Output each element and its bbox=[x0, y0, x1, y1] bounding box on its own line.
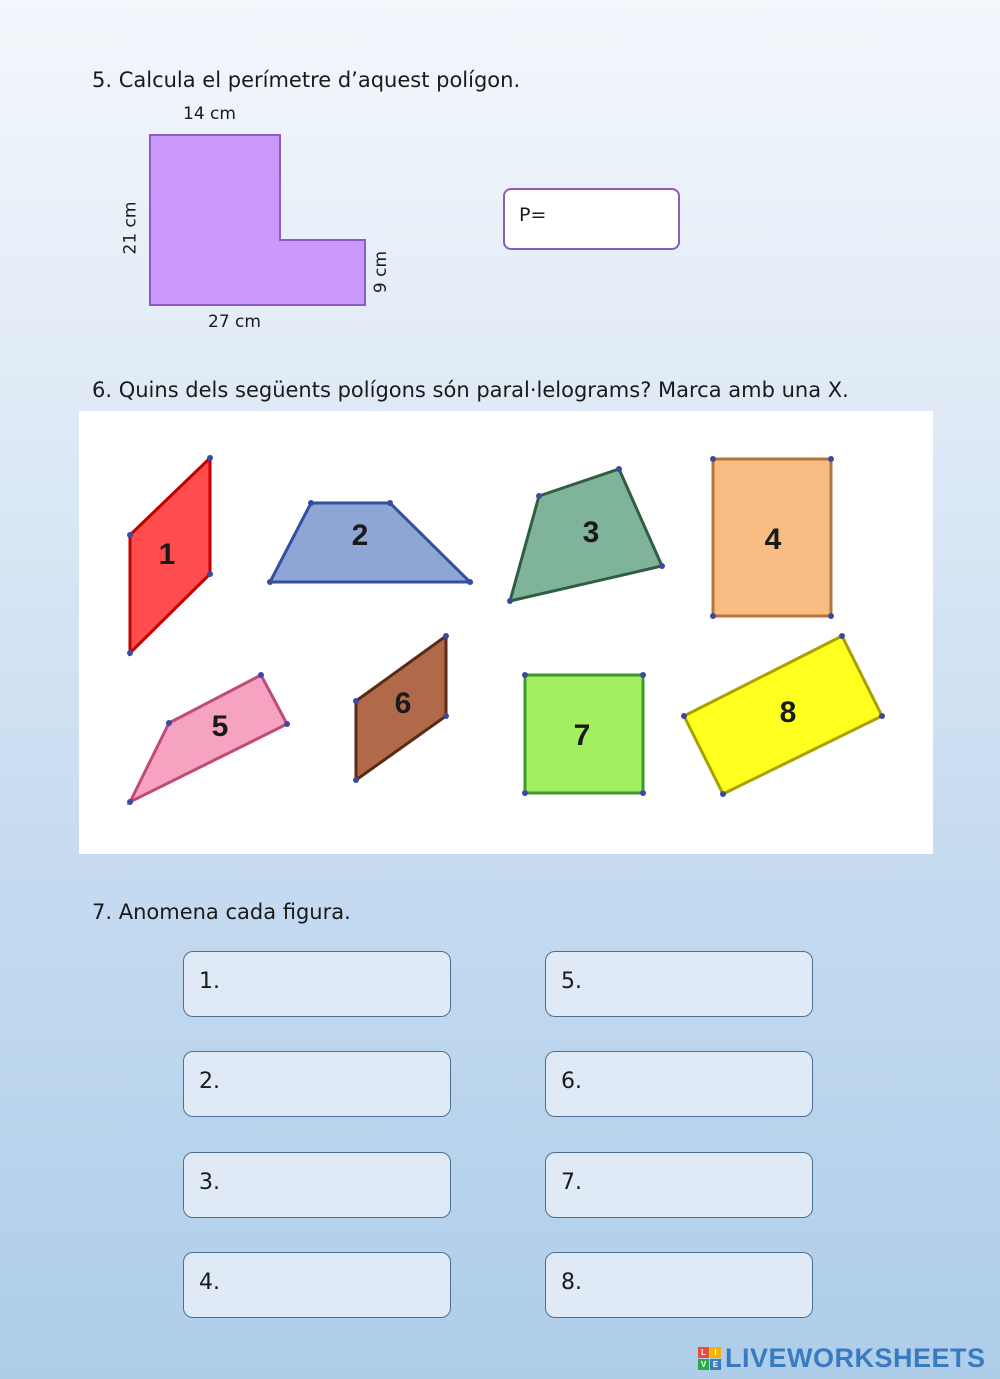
name-input-label: 1. bbox=[199, 969, 220, 994]
question-7-title: 7. Anomena cada figura. bbox=[92, 900, 351, 924]
shape-7[interactable] bbox=[522, 672, 646, 796]
question-5-title: 5. Calcula el perímetre d’aquest polígon. bbox=[92, 68, 521, 92]
dim-top: 14 cm bbox=[183, 104, 236, 124]
shape-3[interactable] bbox=[507, 466, 665, 604]
shapes-panel bbox=[79, 411, 933, 854]
name-input-label: 6. bbox=[561, 1069, 582, 1094]
name-input-label: 8. bbox=[561, 1270, 582, 1295]
question-6-title: 6. Quins dels següents polígons són paral·lelograms? Marca amb una X. bbox=[92, 378, 849, 402]
liveworksheets-logo bbox=[698, 1344, 986, 1372]
shape-6[interactable] bbox=[353, 633, 449, 783]
name-input-label: 3. bbox=[199, 1170, 220, 1195]
name-input-1[interactable] bbox=[183, 951, 451, 1017]
dim-left: 21 cm bbox=[120, 201, 141, 255]
shape-6-label: 6 bbox=[394, 687, 412, 720]
shape-3-label: 3 bbox=[582, 516, 600, 549]
name-input-label: 5. bbox=[561, 969, 582, 994]
name-input-label: 4. bbox=[199, 1270, 220, 1295]
perimeter-label: P= bbox=[519, 204, 547, 226]
shape-8[interactable] bbox=[681, 633, 885, 797]
name-input-2[interactable] bbox=[183, 1051, 451, 1117]
l-shape bbox=[150, 135, 365, 305]
shape-1-label: 1 bbox=[158, 538, 176, 571]
name-input-label: 7. bbox=[561, 1170, 582, 1195]
shape-2-label: 2 bbox=[351, 519, 369, 552]
shape-4[interactable] bbox=[710, 456, 834, 619]
shapes-canvas bbox=[79, 411, 933, 854]
shape-5[interactable] bbox=[127, 672, 290, 805]
name-input-label: 2. bbox=[199, 1069, 220, 1094]
shape-5-polygon bbox=[130, 675, 287, 802]
name-input-7[interactable] bbox=[545, 1152, 813, 1218]
name-input-8[interactable] bbox=[545, 1252, 813, 1318]
name-input-3[interactable] bbox=[183, 1152, 451, 1218]
logo-text: LIVEWORKSHEETS bbox=[725, 1342, 986, 1373]
perimeter-answer-input[interactable] bbox=[503, 188, 680, 250]
shape-1[interactable] bbox=[127, 455, 213, 656]
shape-2[interactable] bbox=[267, 500, 473, 585]
dim-right: 9 cm bbox=[371, 250, 392, 294]
logo-icon: L I V E bbox=[698, 1347, 721, 1370]
shape-5-label: 5 bbox=[211, 710, 229, 743]
name-input-6[interactable] bbox=[545, 1051, 813, 1117]
shape-8-label: 8 bbox=[779, 696, 797, 729]
shape-2-polygon bbox=[270, 503, 470, 582]
shape-7-label: 7 bbox=[573, 719, 591, 752]
name-input-4[interactable] bbox=[183, 1252, 451, 1318]
shape-4-label: 4 bbox=[764, 523, 782, 556]
dim-bottom: 27 cm bbox=[208, 312, 261, 332]
name-input-5[interactable] bbox=[545, 951, 813, 1017]
l-shape-polygon bbox=[0, 0, 400, 330]
